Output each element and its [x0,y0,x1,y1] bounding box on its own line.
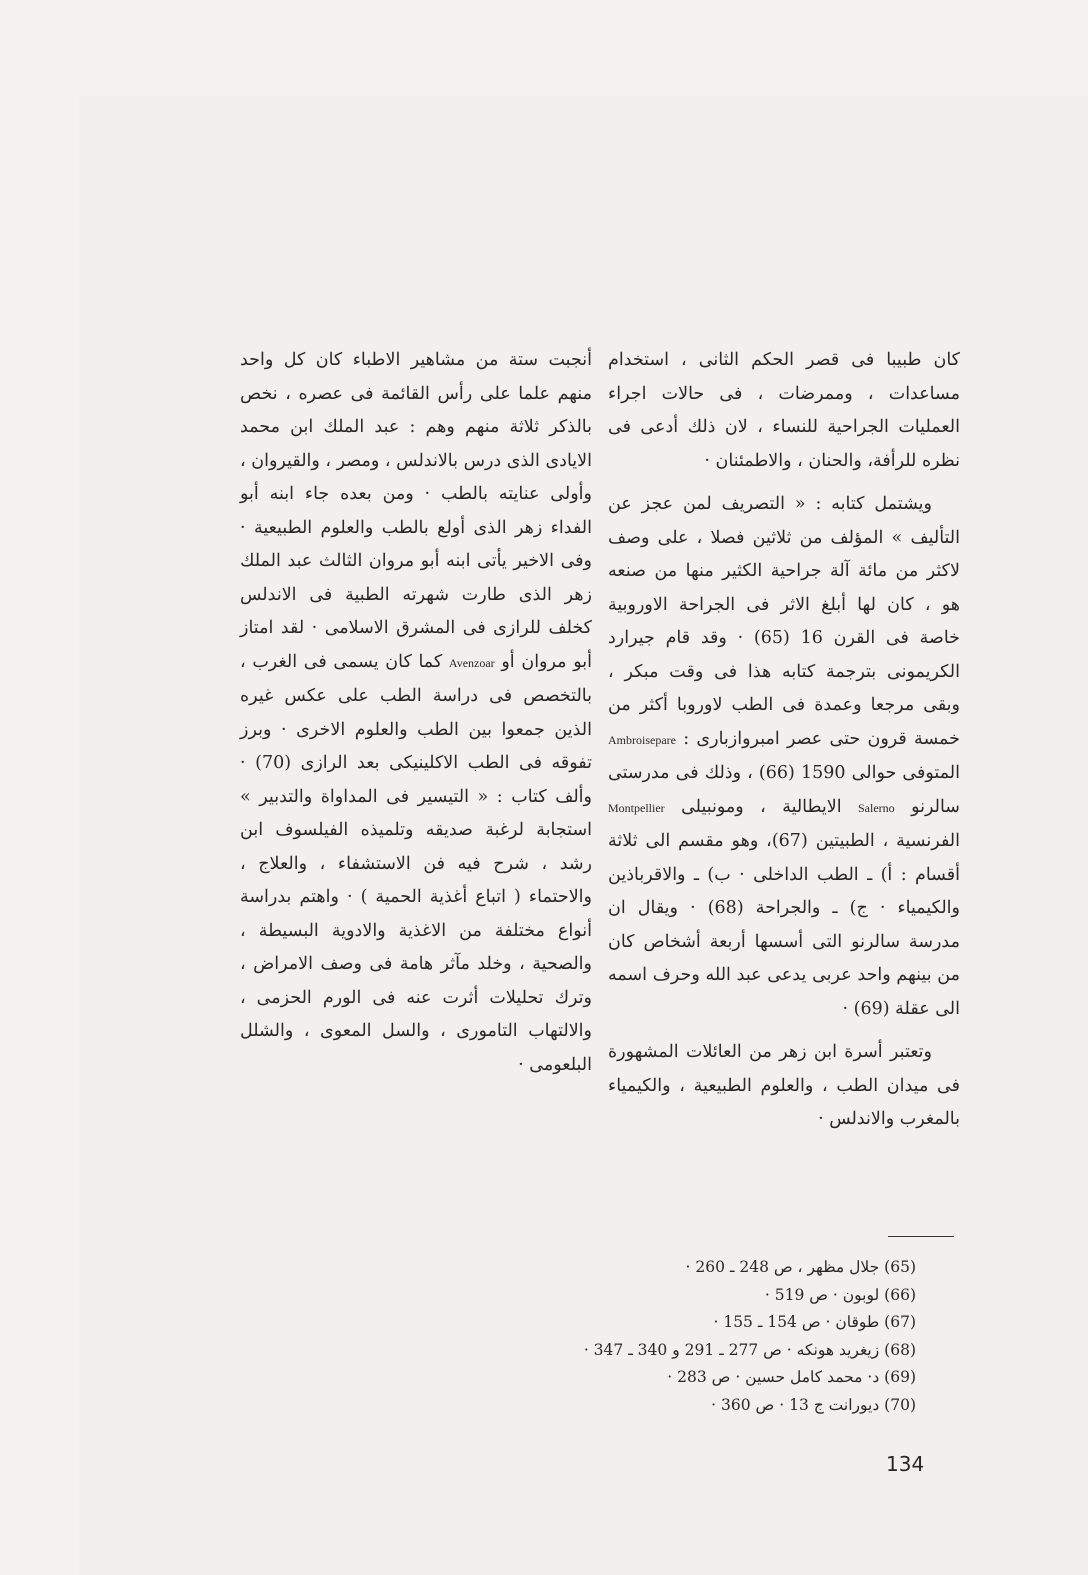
footnote: (69) د· محمد كامل حسين · ص 283 · [667,1368,916,1386]
left-column [240,344,592,1082]
latin-name: Avenzoar [448,655,495,670]
text-run: المتوفى حوالى 1590 (66) ، وذلك فى مدرستى سالرنو [608,763,961,817]
footnote: (68) زيغريد هونكه · ص 277 ـ 291 و 340 ـ 347 · [583,1340,916,1359]
text-run: الفرنسية ، الطبيتين (67)، وهو مقسم الى ثلاثة أقسام : أ) ـ الطب الداخلى · ب) ـ والاقرباذين والكيمياء · ج) ـ والجراحة (68) · ويقال ان مدرسة سالرنو التى أسسها أربعة أشخاص كان من بينهم واحد عربى يدعى عبد الله وحرف اسمه الى عقلة (69) · [608,831,960,1019]
footnote-divider [888,1236,954,1237]
page-background [78,96,1088,1575]
latin-name: Salerno [858,800,895,815]
text-run: أنجبت ستة من مشاهير الاطباء كان كل واحد منهم علما على رأس القائمة فى عصره ، نخص بالذكر ثلاثة منهم وهم : عبد الملك ابن محمد الايادى الذى درس بالاندلس ، ومصر ، والقيروان ، وأولى عنايته بالطب · ومن بعده جاء ابنه أبو الفداء زهر الذى أولع بالطب والعلوم الطبيعية · وفى الاخير يأتى ابنه أبو مروان الثالث عبد الملك زهر الذى طارت شهرته الطبية فى الاندلس كخلف للرازى فى المشرق الاسلامى · لقد امتاز أبو مروان أو [240,350,592,672]
page-number: 134 [886,1452,925,1476]
footnote: (70) ديورانت ج 13 · ص 360 · [711,1395,916,1414]
right-column [608,344,960,1137]
latin-name: Montpellier [608,800,665,815]
text-run: كما كان يسمى فى الغرب ، بالتخصص فى دراسة الطب على عكس غيره الذين جمعوا بين الطب والعلوم الاخرى · وبرز تفوقه فى الطب الاكلينيكى بعد الرازى (70) · وألف كتاب : « التيسير فى المداواة والتدبير » استجابة لرغبة صديقه وتلميذه الفيلسوف ابن رشد ، شرح فيه فن الاستشفاء ، والعلاج ، والاحتماء ( اتباع أغذية الحمية ) · واهتم بدراسة أنواع مختلفة من الاغذية والادوية البسيطة ، والصحية ، وخلد مآثر هامة فى وصف الامراض ، وترك تحليلات أثرت عنه فى الورم الحزمى ، والالتهاب التامورى ، والسل المعوى ، والشلل البلعومى · [240,651,593,1075]
footnote: (67) طوقان · ص 154 ـ 155 · [713,1313,916,1331]
footnote: (65) جلال مظهر ، ص 248 ـ 260 · [685,1258,916,1276]
text-run: ويشتمل كتابه : « التصريف لمن عجز عن التأليف » المؤلف من ثلاثين فصلا ، على وصف لاكثر من مائة آلة جراحية الكثير منها من صنعه هو ، كان لها أبلغ الاثر فى الجراحة الاوروبية خاصة فى القرن 16 (65) · وقد قام جيرارد الكريمونى بترجمة كتابه هذا فى وقت مبكر ، وبقى مرجعا وعمدة فى الطب لاوروبا أكثر من خمسة قرون حتى عصر امبروازبارى : [608,494,961,749]
paragraph [240,344,592,1082]
text-run: الايطالية ، ومونبيلى [681,796,842,817]
paragraph: وتعتبر أسرة ابن زهر من العائلات المشهورة فى ميدان الطب ، والعلوم الطبيعية ، والكيمياء بالمغرب والاندلس · [608,1042,960,1129]
footnotes [398,1254,916,1419]
paragraph: كان طبيبا فى قصر الحكم الثانى ، استخدام مساعدات ، وممرضات ، فى حالات اجراء العمليات الجراحية للنساء ، لان ذلك أدعى فى نظره للرأفة، والحنان ، والاطمئنان · [608,350,960,471]
footnote: (66) لوبون · ص 519 · [764,1285,916,1304]
paragraph [608,488,960,1026]
latin-name: Ambroisepare [608,732,676,747]
